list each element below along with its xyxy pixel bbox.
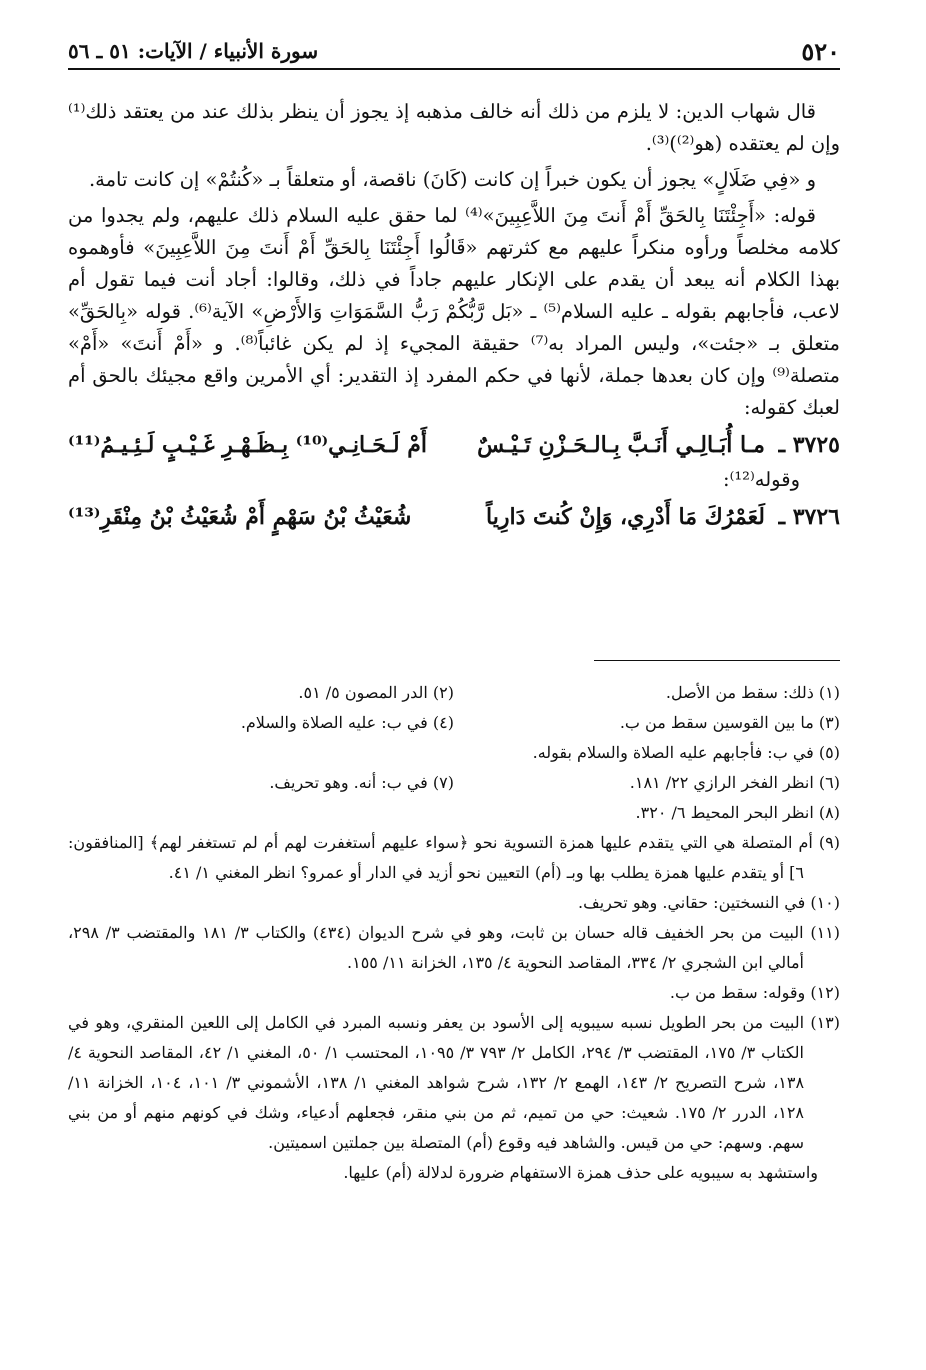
footnote-7: (٧) في ب: أنه. وهو تحريف. — [269, 773, 454, 792]
footnote-6: (٦) انظر الفخر الرازي ٢٢/ ١٨١. — [629, 773, 840, 792]
footnote-row — [68, 678, 840, 708]
verse-second-half: شُعَيْثُ بْنُ سَهْمٍ أَمْ شُعَيْثُ بْنُ مِنْقَرِ⁽¹³⁾ — [68, 504, 412, 530]
page-number: ٥٢٠ — [801, 36, 840, 66]
footnote-4: (٤) في ب: عليه الصلاة والسلام. — [240, 713, 454, 732]
verse-number: ٣٧٢٥ ـ — [778, 432, 840, 458]
verse-number: ٣٧٢٦ ـ — [778, 504, 840, 530]
footnotes — [68, 678, 840, 1188]
footnote-divider — [594, 660, 840, 661]
footnote-row — [68, 768, 840, 798]
verse-3725 — [68, 428, 840, 462]
footnote-3: (٣) ما بين القوسين سقط من ب. — [619, 713, 840, 732]
verse-second-half: أَمْ لَـحَـانِـي⁽¹⁰⁾ بِـظَـهْـرِ غَـيْـبٍ لَـئِـيـمُ⁽¹¹⁾ — [68, 432, 427, 458]
paragraph-2: و «فِي ضَلَالٍ» يجوز أن يكون خبراً إن كانت (كَانَ) ناقصة، أو متعلقاً بـ «كُنتُمْ» إن كانت تامة. — [88, 168, 816, 191]
paragraph-4: وقوله⁽¹²⁾: — [723, 468, 800, 491]
page-header — [68, 34, 840, 70]
verse-hemistich-first — [486, 500, 840, 534]
footnote-2: (٢) الدر المصون ٥/ ٥١. — [298, 683, 454, 702]
footnote-row — [68, 708, 840, 738]
paragraph-1: قال شهاب الدين: لا يلزم من ذلك أنه خالف مذهبه إذ يجوز أن ينظر بذلك عند من يعتقد ذلك⁽¹⁾ وإن لم يعتقده (هو⁽²⁾)⁽³⁾. — [68, 100, 840, 155]
verse-first-half: مـا أُبَـالِـي أَنَـبَّ بِـالـحَـزْنِ تَـيْـسٌ — [477, 432, 765, 458]
footnote-13: (١٣) البيت من بحر الطويل نسبه سيبويه إلى الأسود بن يعفر ونسبه المبرد في الكامل إلى اللعين المنقري، وهو في الكتاب ٣/ ١٧٥، المقتضب ٣/ ٢٩٤، الكامل ٢/ ٧٩٣ ٣/ ١٠٩٥، المحتسب ١/ ٥٠، المغني ١/ ٤٢، المقاصد النحوية ٤/ ١٣٨، شرح التصريح ٢/ ١٤٣، الهمع ٢/ ١٣٢، شرح شواهد المغني ١/ ١٣٨، الأشموني ٣/ ١٠١، ١٠٤، الخزانة ١١/ ١٢٨، الدرر ٢/ ١٧٥. شعيث: حي من تميم، ثم من بني منقر، فجعلهم أدعياء، وشك في كونهم منهم أو من بني سهم. وسهم: حي من قيس. والشاهد فيه وقوع (أم) المتصلة بين جملتين اسميتين. — [68, 1013, 840, 1152]
footnote-8: (٨) انظر البحر المحيط ٦/ ٣٢٠. — [635, 803, 840, 822]
verse-3726 — [68, 500, 840, 534]
footnote-5: (٥) في ب: فأجابهم عليه الصلاة والسلام بقوله. — [532, 743, 840, 762]
verse-first-half: لَعَمْرُكَ مَا أَدْرِي، وَإِنْ كُنتَ دَارِياً — [486, 504, 765, 530]
footnote-12: (١٢) وقوله: سقط من ب. — [669, 983, 840, 1002]
running-title: سورة الأنبياء / الآيات: ٥١ ـ ٥٦ — [68, 39, 319, 63]
footnote-10: (١٠) في النسختين: حقاني. وهو تحريف. — [578, 893, 840, 912]
footnote-1: (١) ذلك: سقط من الأصل. — [665, 683, 840, 702]
main-text — [68, 96, 840, 536]
paragraph-3: قوله: «أَجِئْتَنَا بِالحَقِّ أَمْ أَنتَ مِنَ اللاَّعِبِينَ»⁽⁴⁾ لما حقق عليه السلام ذلك عليهم، ولم يجدوا من كلامه مخلصاً ورأوه منكراً عليهم مع كثرتهم «قَالُوا أَجِئْتَنَا بِالحَقِّ أَمْ أَنتَ مِنَ اللاَّعِبِينَ» فأوهموه بهذا الكلام أنه يبعد أن يقدم على الإنكار عليهم جاداً في ذلك، وقالوا: أجاد أنت فيما تقول أم لاعب، فأجابهم بقوله ـ عليه السلام⁽⁵⁾ ـ «بَل رَّبُّكُمْ رَبُّ السَّمَوَاتِ وَالأَرْضِ» الآية⁽⁶⁾. قوله «بِالحَقِّ» متعلق بـ «جئت»، وليس المراد به⁽⁷⁾ حقيقة المجيء إذ لم يكن غائباً⁽⁸⁾. و «أَمْ أَنتَ» «أَمْ» متصلة⁽⁹⁾ وإن كان بعدها جملة، لأنها في حكم المفرد إذ التقدير: أي الأمرين واقع مجيئك بالحق أم لعبك كقوله: — [68, 204, 840, 419]
verse-hemistich-first — [477, 428, 840, 462]
footnote-11: (١١) البيت من بحر الخفيف قاله حسان بن ثابت، وهو في شرح الديوان (٤٣٤) والكتاب ٣/ ١٨١ والمقتضب ٣/ ٢٩٨، أمالي ابن الشجري ٢/ ٣٣٤، المقاصد النحوية ٤/ ١٣٥، الخزانة ١١/ ١٥٥. — [68, 923, 840, 972]
footnote-13-continuation: واستشهد به سيبويه على حذف همزة الاستفهام ضرورة لدلالة (أم) عليها. — [343, 1163, 818, 1182]
footnote-9: (٩) أم المتصلة هي التي يتقدم عليها همزة التسوية نحو ﴿سواء عليهم أستغفرت لهم أم لم تستغفر لهم﴾ [المنافقون: ٦] أو يتقدم عليها همزة يطلب بها وبـ (أم) التعيين نحو أزيد في الدار أو عمرو؟ انظر المغني ١/ ٤١. — [68, 833, 840, 882]
